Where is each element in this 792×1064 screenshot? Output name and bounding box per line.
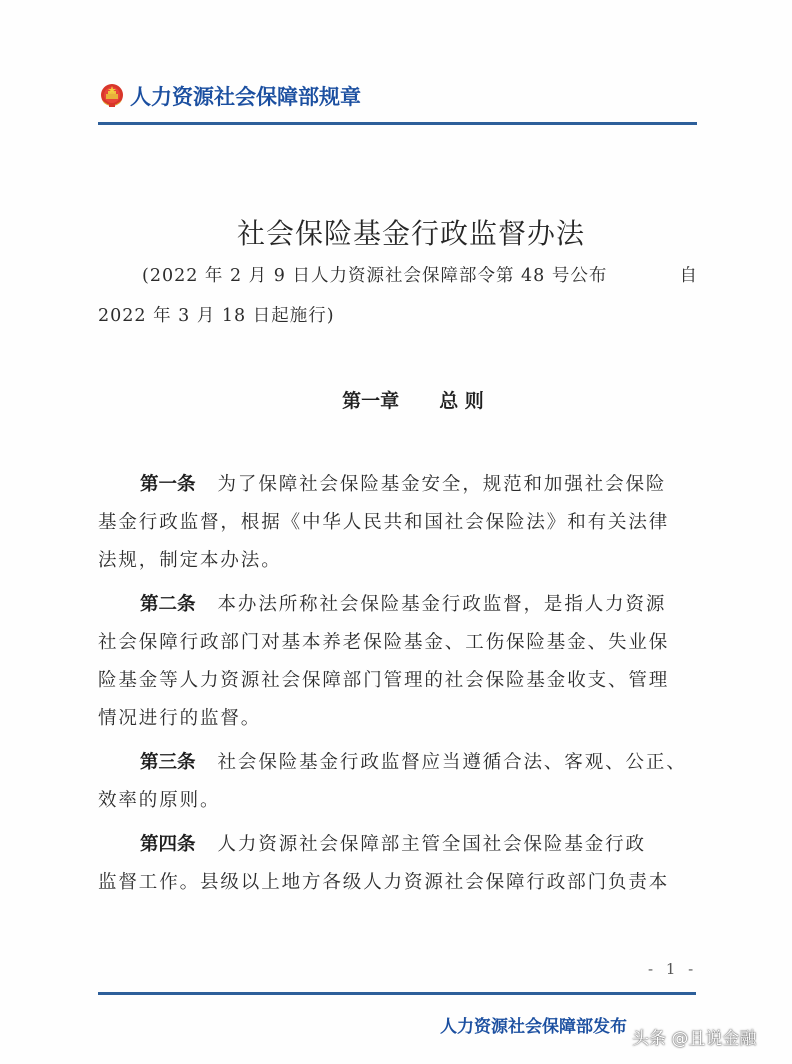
page-number: - 1 - — [648, 960, 698, 978]
article-number: 第二条 — [140, 594, 196, 615]
subtitle-line-2: 2022 年 3 月 18 日起施行) — [98, 306, 335, 326]
subtitle-effective-prefix: 自 — [679, 266, 698, 286]
article-number: 第三条 — [140, 752, 196, 773]
article-number: 第四条 — [140, 834, 196, 855]
article-text: 监督工作。县级以上地方各级人力资源社会保障行政部门负责本 — [98, 872, 670, 893]
article-text: 为了保障社会保险基金安全，规范和加强社会保险 — [217, 474, 667, 495]
article-text: 本办法所称社会保险基金行政监督，是指人力资源 — [217, 594, 667, 615]
footer-divider — [98, 992, 696, 995]
article-text: 法规，制定本办法。 — [98, 550, 282, 571]
article-text: 社会保障行政部门对基本养老保险基金、工伤保险基金、失业保 — [98, 632, 670, 653]
document-body — [98, 466, 702, 902]
article-text: 人力资源社会保障部主管全国社会保险基金行政 — [217, 834, 646, 855]
article-number: 第一条 — [140, 474, 196, 495]
header-title: 人力资源社会保障部规章 — [130, 85, 361, 109]
watermark: 头条 @且说金融 — [632, 1029, 757, 1049]
article-text: 情况进行的监督。 — [98, 708, 262, 729]
article-text: 效率的原则。 — [98, 790, 221, 811]
article-text: 基金行政监督，根据《中华人民共和国社会保险法》和有关法律 — [98, 512, 670, 533]
chapter-number: 第一章 — [342, 390, 400, 412]
footer-publisher: 人力资源社会保障部发布 — [440, 1017, 627, 1037]
document-title: 社会保险基金行政监督办法 — [236, 217, 585, 250]
national-emblem-icon — [98, 82, 126, 110]
chapter-title: 总 则 — [439, 390, 484, 412]
page-header — [98, 78, 361, 114]
header-divider — [98, 122, 697, 125]
subtitle-promulgation: (2022 年 2 月 9 日人力资源社会保障部令第 48 号公布 — [142, 266, 608, 286]
subtitle-line-1 — [98, 262, 698, 287]
chapter-heading — [0, 386, 792, 413]
article-4 — [98, 826, 702, 902]
article-text: 险基金等人力资源社会保障部门管理的社会保险基金收支、管理 — [98, 670, 670, 691]
article-3 — [98, 744, 702, 820]
article-2 — [98, 586, 702, 738]
article-1 — [98, 466, 702, 580]
article-text: 社会保险基金行政监督应当遵循合法、客观、公正、 — [217, 752, 687, 773]
